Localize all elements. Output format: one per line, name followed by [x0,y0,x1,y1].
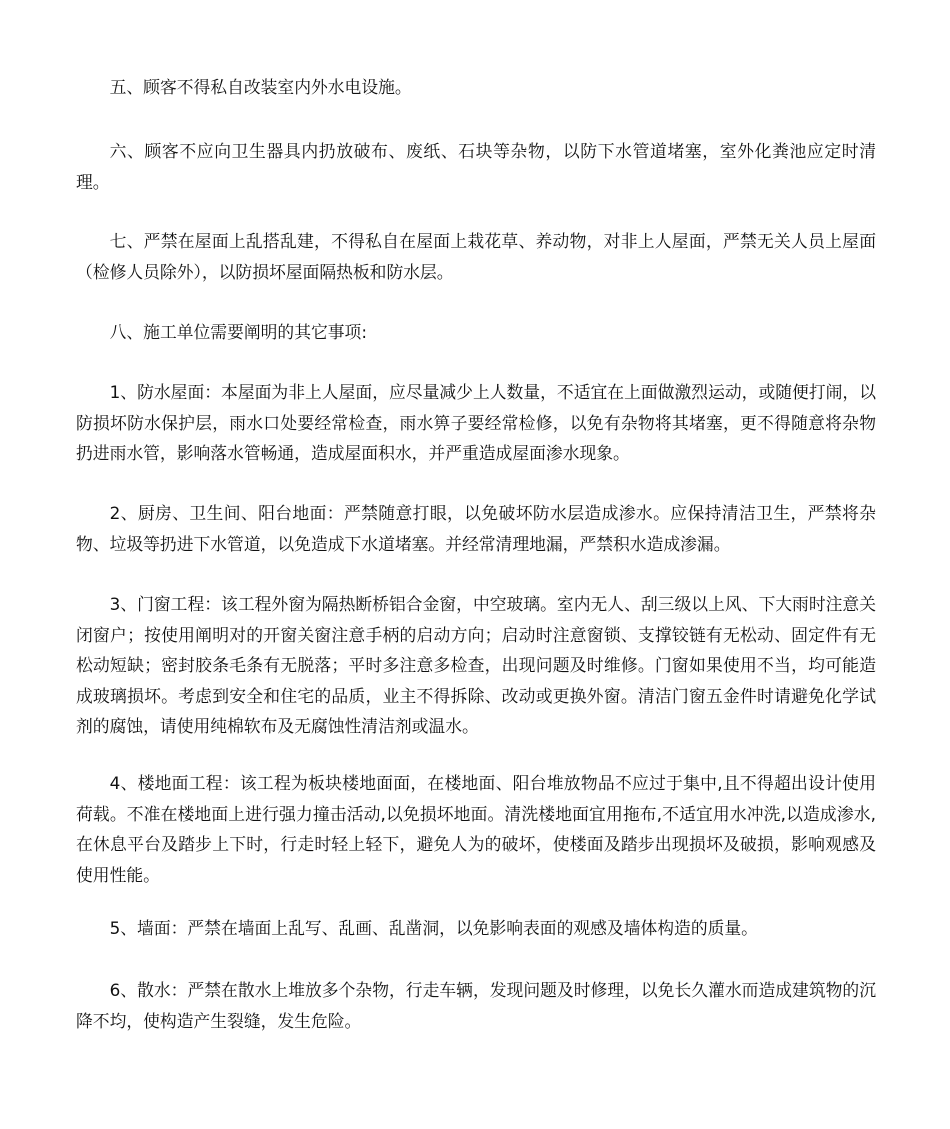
item-floor-works: 4、楼地面工程：该工程为板块楼地面面，在楼地面、阳台堆放物品不应过于集中,且不得超出设计使用荷载。不准在楼地面上进行强力撞击活动,以免损坏地面。清洗楼地面宜用拖布,不适宜用水冲洗,以造成渗水,在休息平台及踏步上下时，行走时轻上轻下，避免人为的破坏，使楼面及踏步出现损坏及破损，影响观感及使用性能。 [76,773,876,885]
paragraph-7: 七、严禁在屋面上乱搭乱建，不得私自在屋面上栽花草、养动物，对非上人屋面，严禁无关人员上屋面（检修人员除外），以防损坏屋面隔热板和防水层。 [76,231,876,282]
item-waterproof-roof: 1、防水屋面：本屋面为非上人屋面，应尽量减少上人数量，不适宜在上面做激烈运动，或随便打闹，以防损坏防水保护层，雨水口处要经常检查，雨水箅子要经常检修，以免有杂物将其堵塞，更不得随意将杂物扔进雨水管，影响落水管畅通，造成屋面积水，并严重造成屋面渗水现象。 [76,382,876,463]
item-apron: 6、散水：严禁在散水上堆放多个杂物，行走车辆，发现问题及时修理，以免长久灌水而造成建筑物的沉降不均，使构造产生裂缝，发生危险。 [76,980,876,1031]
item-kitchen-bathroom-balcony-floor: 2、厨房、卫生间、阳台地面：严禁随意打眼，以免破坏防水层造成渗水。应保持清洁卫生，严禁将杂物、垃圾等扔进下水管道，以免造成下水道堵塞。并经常清理地漏，严禁积水造成渗漏。 [76,503,876,554]
paragraph-8-heading: 八、施工单位需要阐明的其它事项: [109,322,367,342]
paragraph-5: 五、顾客不得私自改装室内外水电设施。 [109,77,412,97]
item-doors-windows: 3、门窗工程：该工程外窗为隔热断桥铝合金窗，中空玻璃。室内无人、刮三级以上风、下大雨时注意关闭窗户；按使用阐明对的开窗关窗注意手柄的启动方向；启动时注意窗锁、支撑铰链有无松动、固定件有无松动短缺；密封胶条毛条有无脱落；平时多注意多检查，出现问题及时维修。门窗如果使用不当，均可能造成玻璃损坏。考虑到安全和住宅的品质，业主不得拆除、改动或更换外窗。清洁门窗五金件时请避免化学试剂的腐蚀，请使用纯棉软布及无腐蚀性清洁剂或温水。 [76,594,876,736]
item-walls: 5、墙面：严禁在墙面上乱写、乱画、乱凿洞，以免影响表面的观感及墙体构造的质量。 [109,918,758,938]
paragraph-6: 六、顾客不应向卫生器具内扔放破布、废纸、石块等杂物，以防下水管道堵塞，室外化粪池应定时清理。 [76,141,876,192]
